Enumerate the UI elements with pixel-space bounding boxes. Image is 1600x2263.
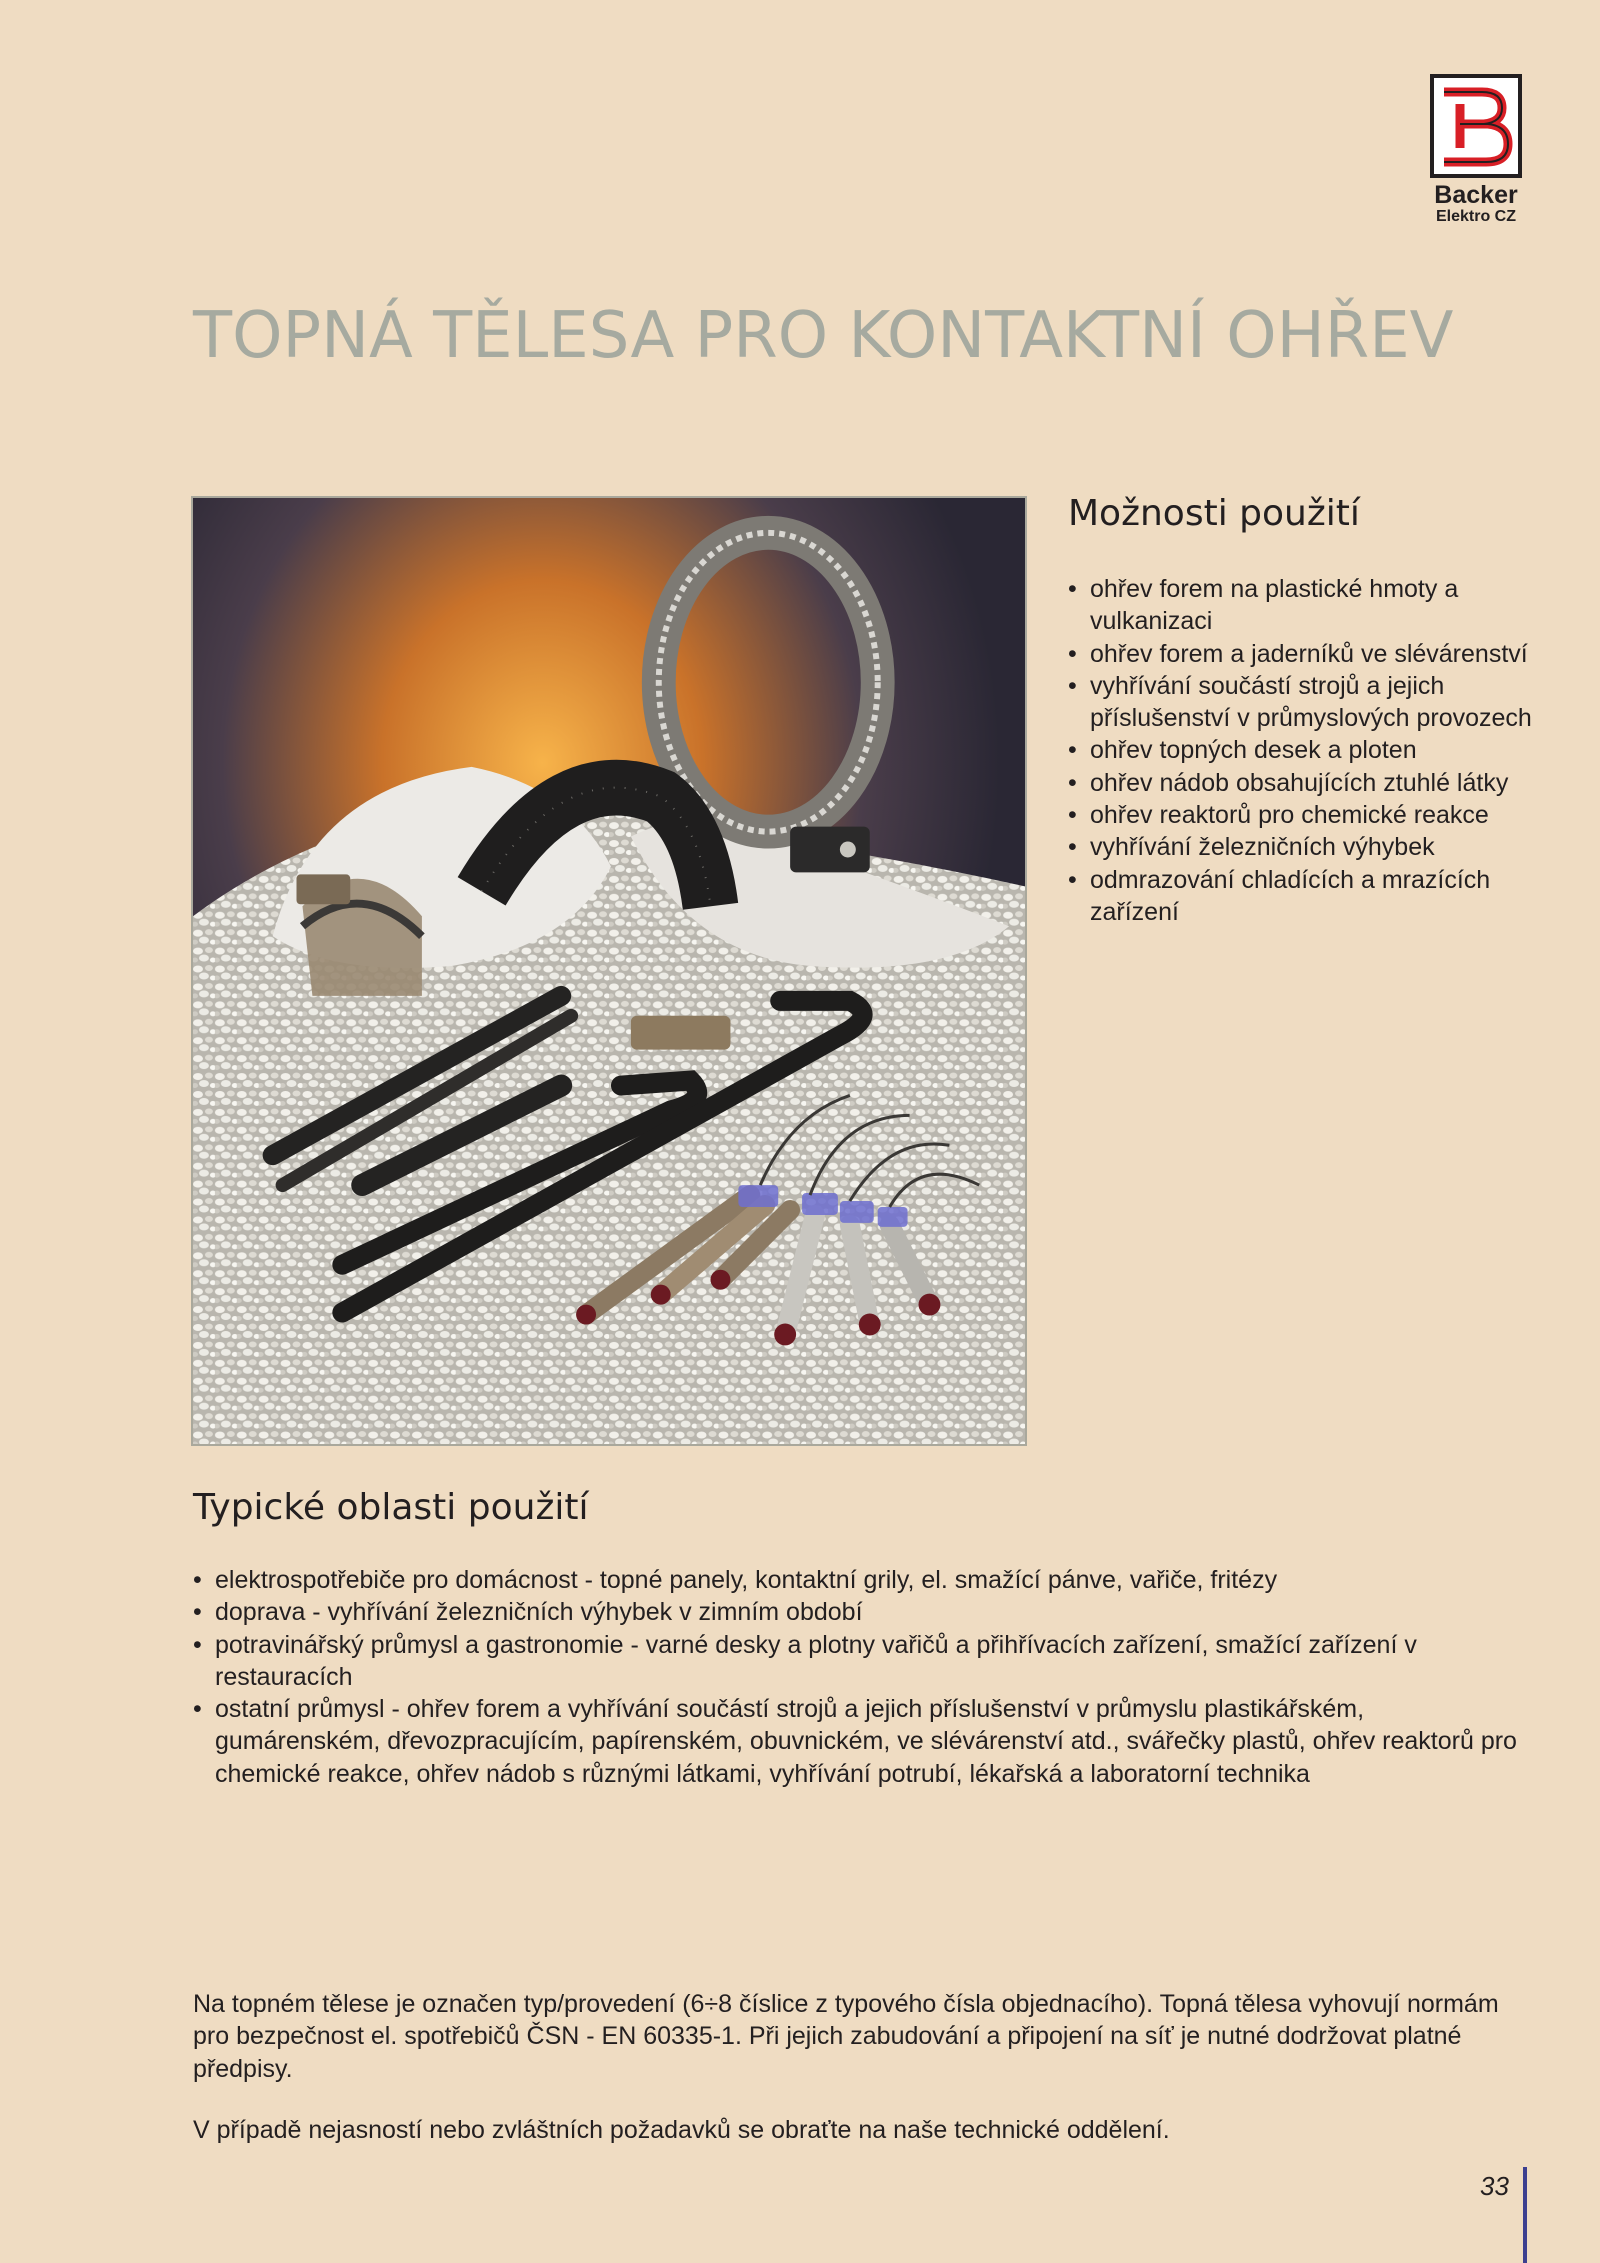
list-item: • elektrospotřebiče pro domácnost - topné panely, kontaktní grily, el. smažící pánve, vařiče, fritézy [193, 1564, 1533, 1596]
areas-list [193, 1564, 1533, 1790]
list-item: • ohřev topných desek a ploten [1068, 734, 1538, 766]
list-item: • ohřev forem a jaderníků ve slévárenství [1068, 638, 1538, 670]
areas-heading: Typické oblasti použití [193, 1487, 589, 1528]
product-photo [191, 496, 1027, 1446]
usage-heading: Možnosti použití [1068, 493, 1360, 534]
page-number-rule [1523, 2167, 1527, 2263]
list-item: • ohřev reaktorů pro chemické reakce [1068, 799, 1538, 831]
list-item: • vyhřívání součástí strojů a jejich příslušenství v průmyslových provozech [1068, 670, 1538, 735]
logo-subtitle: Elektro CZ [1435, 208, 1516, 225]
list-item: • odmrazování chladících a mrazících zařízení [1068, 864, 1538, 929]
list-item: • ostatní průmysl - ohřev forem a vyhřívání součástí strojů a jejich příslušenství v průmyslu plastikářském, gumárenském, dřevozpracujícím, papírenském, obuvnickém, ve slévárenství atd., svářečky plastů, ohřev reaktorů pro chemické reakce, ohřev nádob s různými látkami, vyhřívání potrubí, lékařská a laboratorní technika [193, 1693, 1533, 1790]
usage-list [1068, 573, 1538, 928]
list-item: • ohřev forem na plastické hmoty a vulkanizaci [1068, 573, 1538, 638]
backer-logo-mark [1430, 74, 1522, 178]
backer-logo [1430, 74, 1522, 226]
list-item: • potravinářský průmysl a gastronomie - varné desky a plotny vařičů a přihřívacích zařízení, smažící zařízení v restauracích [193, 1629, 1533, 1694]
list-item: • vyhřívání železničních výhybek [1068, 831, 1538, 863]
contact-note: V případě nejasností nebo zvláštních požadavků se obraťte na naše technické oddělení. [193, 2116, 1170, 2144]
list-item: • doprava - vyhřívání železničních výhybek v zimním období [193, 1596, 1533, 1628]
page-number: 33 [1480, 2171, 1509, 2201]
safety-note: Na topném tělese je označen typ/provedení (6÷8 číslice z typového čísla objednacího). Topná tělesa vyhovují normám pro bezpečnost el. spotřebičů ČSN - EN 60335-1. Při jejich zabudování a připojení na síť je nutné dodržovat platné předpisy. [193, 1990, 1499, 2083]
list-item: • ohřev nádob obsahujících ztuhlé látky [1068, 767, 1538, 799]
page-title: TOPNÁ TĚLESA PRO KONTAKTNÍ OHŘEV [193, 299, 1454, 373]
logo-name: Backer [1434, 181, 1518, 209]
heating-elements-illustration [193, 498, 1025, 1444]
